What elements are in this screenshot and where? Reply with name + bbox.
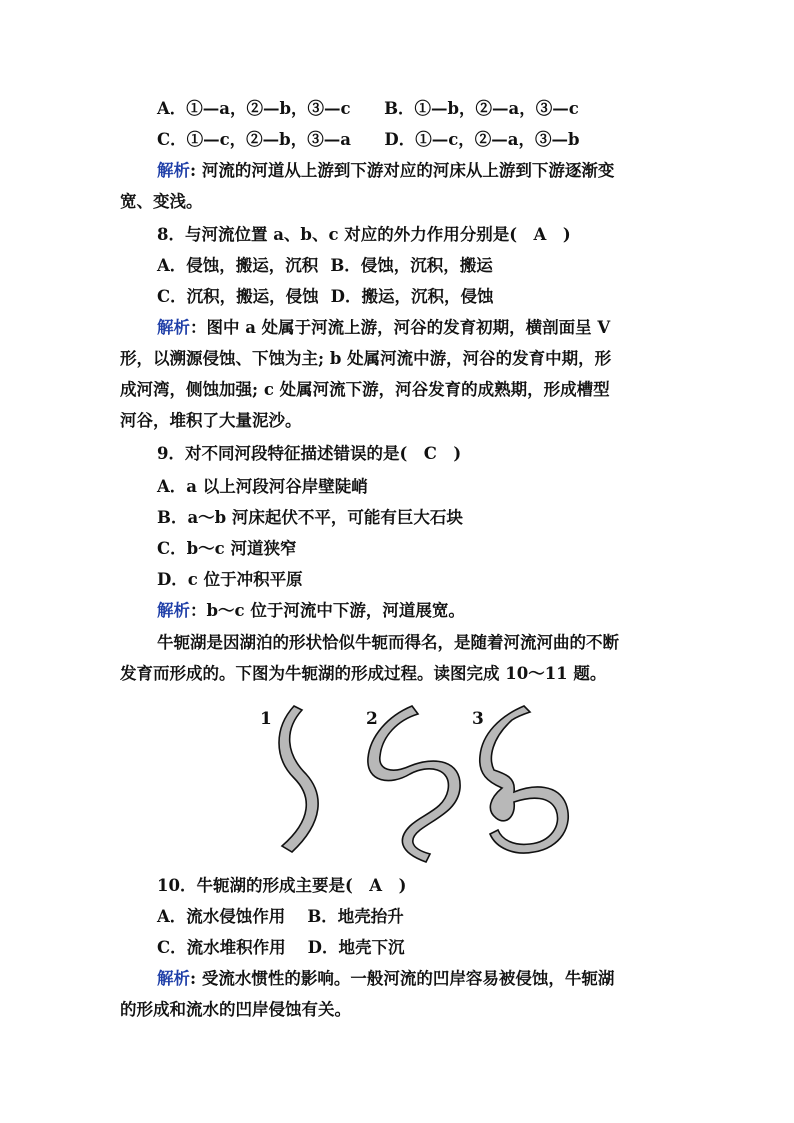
q7-option-d: D．①—c，②—a，③—b [384, 130, 580, 149]
q7-option-a: A．①—a，②—b，③—c [157, 99, 351, 118]
q7-analysis-text: : 河流的河道从上游到下游对应的河床从上游到下游逐渐变 [190, 161, 615, 180]
q9-option-b: B．a～b 河床起伏不平，可能有巨大石块 [157, 508, 463, 527]
q10-options-row-2 [157, 938, 680, 958]
intro-line-1: 牛轭湖是因湖泊的形状恰似牛轭而得名，是随着河流河曲的不断 [157, 633, 619, 652]
q8-stem: 8．与河流位置 a、b、c 对应的外力作用分别是( A ) [157, 225, 571, 244]
analysis-label: 解析 [157, 318, 190, 337]
q8-analysis-line-2: 形，以溯源侵蚀、下蚀为主; b 处属河流中游，河谷的发育中期，形 [120, 349, 612, 368]
q10-option-d: D．地壳下沉 [307, 938, 405, 957]
q10-analysis-line-1 [157, 969, 680, 989]
q8-analysis-text: ：图中 a 处属于河流上游，河谷的发育初期，横剖面呈 V [190, 318, 611, 337]
q7-analysis-line-2: 宽、变浅。 [120, 192, 203, 211]
q9-analysis-text: ：b～c 位于河流中下游，河道展宽。 [190, 601, 465, 620]
river-stage-3 [480, 706, 569, 853]
q7-option-b: B．①—b，②—a，③—c [384, 99, 579, 118]
q9-option-a: A．a 以上河段河谷岸壁陡峭 [157, 477, 368, 496]
q8-analysis-line-4: 河谷，堆积了大量泥沙。 [120, 411, 302, 430]
q10-option-c: C．流水堆积作用 [157, 938, 286, 957]
figure-label-1: 1 [260, 709, 272, 729]
figure-label-2: 2 [366, 709, 378, 729]
q10-analysis-text: : 受流水惯性的影响。一般河流的凹岸容易被侵蚀，牛轭湖 [190, 969, 615, 988]
q9-stem: 9．对不同河段特征描述错误的是( C ) [157, 444, 462, 463]
q10-option-a: A．流水侵蚀作用 [157, 907, 286, 926]
q8-option-c: C．沉积，搬运，侵蚀 [157, 287, 319, 306]
q10-analysis-line-2: 的形成和流水的凹岸侵蚀有关。 [120, 1000, 351, 1019]
q8-option-b: B．侵蚀，沉积，搬运 [330, 256, 493, 275]
analysis-label: 解析 [157, 601, 190, 620]
q7-options-row-1 [157, 99, 680, 119]
q8-analysis-line-1 [157, 318, 680, 338]
q10-option-b: B．地壳抬升 [307, 907, 404, 926]
figure-label-3: 3 [472, 709, 484, 729]
q7-analysis-line-1 [157, 161, 680, 181]
q7-options-row-2 [157, 130, 680, 150]
oxbow-lake-diagram [250, 702, 590, 867]
analysis-label: 解析 [157, 969, 190, 988]
q8-analysis-line-3: 成河湾，侧蚀加强; c 处属河流下游，河谷发育的成熟期，形成槽型 [120, 380, 610, 399]
q7-option-c: C．①—c，②—b，③—a [157, 130, 351, 149]
q8-option-d: D．搬运，沉积，侵蚀 [330, 287, 494, 306]
river-stage-2 [368, 706, 460, 862]
q8-option-a: A．侵蚀，搬运，沉积 [157, 256, 319, 275]
q10-options-row-1 [157, 907, 680, 927]
river-stage-1 [279, 706, 318, 852]
analysis-label: 解析 [157, 161, 190, 180]
q9-analysis [157, 601, 680, 621]
q9-option-d: D．c 位于冲积平原 [157, 570, 303, 589]
q9-option-c: C．b～c 河道狭窄 [157, 539, 297, 558]
oxbow-lake-figure [250, 702, 590, 867]
q8-options-row-1 [157, 256, 680, 276]
q8-options-row-2 [157, 287, 680, 307]
intro-line-2: 发育而形成的。下图为牛轭湖的形成过程。读图完成 10～11 题。 [120, 664, 607, 683]
q10-stem: 10．牛轭湖的形成主要是( A ) [157, 876, 407, 895]
